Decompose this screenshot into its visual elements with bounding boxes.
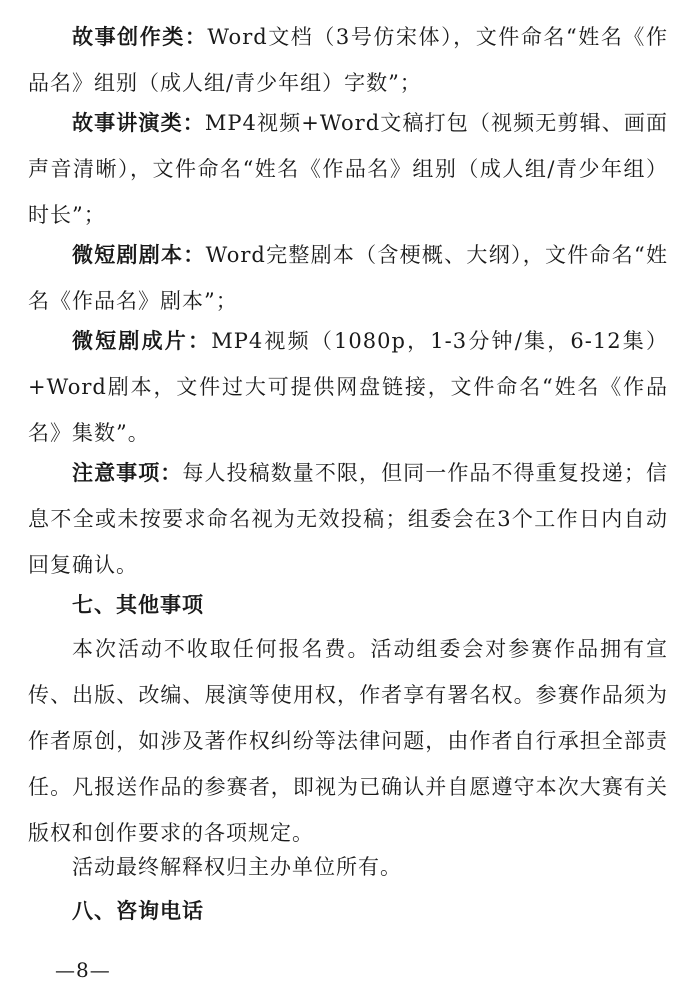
section-7-paragraph-2: 活动最终解释权归主办单位所有。 <box>72 855 402 879</box>
section-8-heading: 八、咨询电话 <box>72 899 204 923</box>
notes-label: 注意事项： <box>72 461 183 485</box>
section-7-paragraph-1: 本次活动不收取任何报名费。活动组委会对参赛作品拥有宣传、出版、改编、展演等使用权，作者享有署名权。参赛作品须为作者原创，如涉及著作权纠纷等法律问题，由作者自行承担全部责任。凡报送作品的参赛者，即视为已确认并自愿遵守本次大赛有关版权和创作要求的各项规定。 <box>28 637 668 845</box>
story-writing-paragraph <box>28 14 668 106</box>
page-number: —8— <box>55 958 111 982</box>
micro-script-paragraph <box>28 232 668 324</box>
micro-script-text: Word完整剧本（含梗概、大纲），文件命名“姓名《作品名》剧本”； <box>28 243 668 313</box>
micro-film-paragraph <box>28 318 668 456</box>
story-telling-text: MP4视频+Word文稿打包（视频无剪辑、画面声音清晰），文件命名“姓名《作品名》组别（成人组/青少年组）时长”； <box>28 111 669 227</box>
story-writing-label: 故事创作类： <box>72 25 208 49</box>
micro-script-label: 微短剧剧本： <box>72 243 206 267</box>
story-telling-label: 故事讲演类： <box>72 111 205 135</box>
section-7-heading: 七、其他事项 <box>72 593 204 617</box>
notes-paragraph <box>28 450 668 588</box>
micro-film-text: MP4视频（1080p，1-3分钟/集，6-12集）+Word剧本，文件过大可提供网盘链接，文件命名“姓名《作品名》集数”。 <box>28 329 669 445</box>
story-telling-paragraph <box>28 100 668 238</box>
story-writing-text: Word文档（3号仿宋体），文件命名“姓名《作品名》组别（成人组/青少年组）字数”； <box>28 25 668 95</box>
notes-text: 每人投稿数量不限，但同一作品不得重复投递；信息不全或未按要求命名视为无效投稿；组委会在3个工作日内自动回复确认。 <box>28 461 669 577</box>
micro-film-label: 微短剧成片： <box>72 329 212 353</box>
